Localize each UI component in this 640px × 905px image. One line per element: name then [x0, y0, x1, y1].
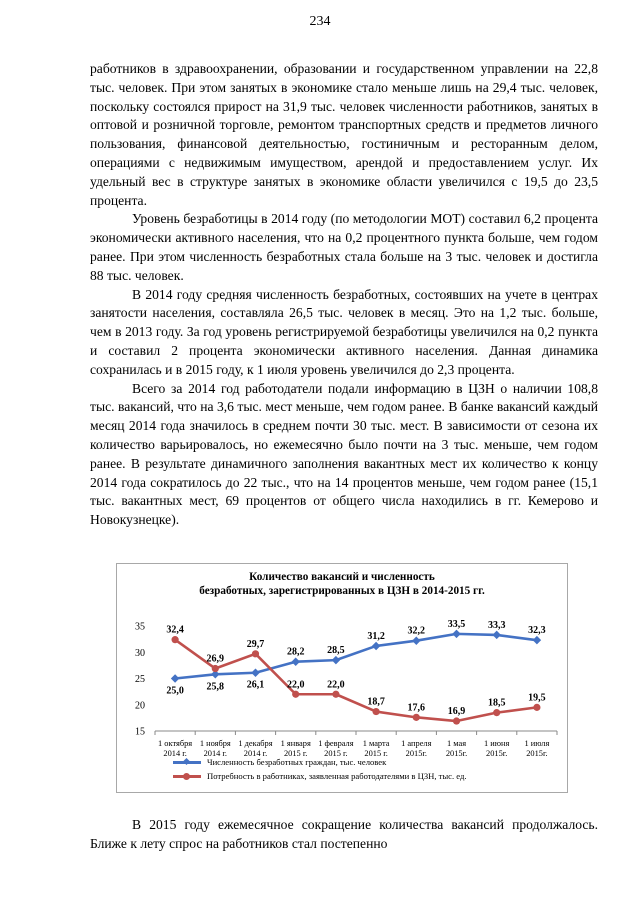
- x-tick-label: 1 мая: [446, 739, 467, 748]
- data-point-circle: [453, 717, 460, 724]
- data-point-diamond: [412, 636, 420, 644]
- data-point-circle: [292, 691, 299, 698]
- paragraph-4: Всего за 2014 год работодатели подали информацию в ЦЗН о наличии 108,8 тыс. вакансий, что на 3,6 тыс. мест меньше, чем годом ранее. В банке вакансий каждый месяц 2014 года значилось в среднем почти 30 тыс. мест. В зависимости от сезона их количество варьировалось, но ежемесячно было почти на 3 тыс. меньше, чем годом ранее. В результате динамичного заполнения вакантных мест их количество к концу 2014 года сократилось до 22 тыс., что на 14 процентов меньше, чем годом ранее (15,1 тыс. вакантных мест, 69 процентов от общего числа находились в гг. Кемерово и Новокузнецке).: [90, 380, 598, 528]
- data-point-circle: [493, 709, 500, 716]
- data-point-diamond: [452, 630, 460, 638]
- legend-swatch-circle-icon: [173, 771, 201, 781]
- y-tick-label: 20: [135, 700, 145, 712]
- data-point-circle: [413, 714, 420, 721]
- chart: [116, 563, 568, 793]
- data-label: 17,6: [407, 702, 426, 714]
- data-label: 25,8: [206, 681, 225, 693]
- x-tick-label: 1 декабря: [238, 739, 273, 748]
- data-label: 25,0: [166, 685, 184, 697]
- data-label: 18,7: [367, 696, 385, 708]
- data-label: 28,2: [286, 646, 305, 658]
- data-point-circle: [252, 650, 259, 657]
- chart-title-line-2: безработных, зарегистрированных в ЦЗН в 2014-2015 гг.: [199, 585, 485, 597]
- page-number: 234: [309, 14, 331, 29]
- data-label: 26,1: [246, 679, 265, 691]
- data-label: 32,2: [407, 625, 426, 637]
- data-point-circle: [373, 708, 380, 715]
- x-tick-label: 2014 г.: [163, 749, 187, 758]
- y-tick-label: 30: [135, 647, 145, 659]
- paragraph-bottom: В 2015 году ежемесячное сокращение количества вакансий продолжалось. Ближе к лету спрос на работников стал постепенно: [90, 817, 598, 851]
- data-label: 18,5: [487, 697, 506, 709]
- x-tick-label: 1 февраля: [318, 739, 354, 748]
- data-label: 19,5: [528, 692, 546, 704]
- y-tick-label: 25: [135, 674, 145, 685]
- chart-legend: [173, 755, 467, 783]
- x-tick-label: 2014 г.: [243, 749, 268, 758]
- y-tick-label: 15: [135, 726, 145, 738]
- data-label: 32,4: [166, 624, 184, 636]
- x-tick-label: 2015 г.: [324, 749, 348, 758]
- data-point-diamond: [291, 657, 299, 665]
- legend-label-vacancies: Потребность в работниках, заявленная работодателями в ЦЗН, тыс. ед.: [207, 771, 467, 781]
- data-label: 16,9: [447, 706, 466, 718]
- data-point-circle: [533, 704, 540, 711]
- paragraph-1: работников в здравоохранении, образовании и государственном управлении на 22,8 тыс. человек. При этом занятых в экономике стало меньше лишь на 29,4 тыс. человек, поскольку состоялся прирост на 31,9 тыс. человек численности работников, занятых в оптовой и розничной торговле, ремонтом транспортных средств и предметов личного пользования, финансовой деятельностью, гостиничным и ресторанным делом, операциями с недвижимым имуществом, арендой и предоставлением услуг. Их удельный вес в структуре занятых в экономике области увеличился с 19,5 до 23,5 процента.: [90, 61, 598, 208]
- paragraph-3: В 2014 году средняя численность безработных, состоявших на учете в центрах занятости населения, составляла 26,5 тыс. человек в месяц. Это на 1,2 тыс. больше, чем в 2013 году. За год уровень регистрируемой безработицы увеличился на 0,2 пункта и составил 2 процента экономически активного населения. Данная динамика сохранилась и в 2015 году, к 1 июля уровень увеличился до 2,3 процента.: [90, 286, 598, 377]
- x-tick-label: 2015г.: [526, 749, 548, 758]
- data-point-circle: [212, 665, 219, 672]
- data-label: 33,5: [447, 618, 466, 630]
- x-tick-label: 1 июня: [484, 739, 510, 748]
- x-tick-label: 2015 г.: [364, 749, 388, 758]
- x-tick-label: 1 марта: [362, 739, 390, 748]
- data-point-diamond: [171, 674, 179, 682]
- body-text: [90, 60, 598, 530]
- chart-title-line-1: Количество вакансий и численность: [249, 571, 435, 583]
- series-line-1: [175, 634, 537, 679]
- data-point-diamond: [533, 636, 541, 644]
- data-label: 33,3: [487, 619, 506, 631]
- x-tick-label: 2015г.: [405, 749, 427, 758]
- data-point-circle: [332, 691, 339, 698]
- data-label: 31,2: [367, 630, 385, 642]
- data-label: 22,0: [327, 679, 345, 691]
- legend-item-vacancies: [173, 769, 467, 783]
- y-tick-label: 35: [135, 621, 145, 633]
- x-tick-label: 1 октября: [158, 739, 193, 748]
- data-label: 22,0: [286, 679, 305, 691]
- x-tick-label: 2015 г.: [283, 749, 308, 758]
- x-tick-label: 1 апреля: [401, 739, 432, 748]
- x-tick-label: 2015г.: [486, 749, 508, 758]
- data-point-circle: [172, 636, 179, 643]
- data-label: 28,5: [327, 645, 345, 657]
- data-point-diamond: [492, 631, 500, 639]
- data-point-diamond: [372, 642, 380, 650]
- legend-swatch-diamond-icon: [173, 757, 201, 767]
- x-tick-label: 1 января: [280, 739, 311, 748]
- x-tick-label: 2015г.: [445, 749, 468, 758]
- x-tick-label: 2014 г.: [203, 749, 228, 758]
- legend-item-unemployed: [173, 755, 467, 769]
- legend-label-unemployed: Численность безработных граждан, тыс. человек: [207, 757, 387, 767]
- data-point-diamond: [251, 668, 259, 676]
- paragraph-2: Уровень безработицы в 2014 году (по методологии МОТ) составил 6,2 процента экономически активного населения, что на 0,2 процентного пункта больше, чем годом ранее. При этом численность безработных стала больше на 3 тыс. человек и достигла 88 тыс. человек.: [90, 211, 598, 283]
- data-label: 32,3: [528, 625, 546, 637]
- x-tick-label: 1 ноября: [199, 739, 231, 748]
- data-label: 26,9: [206, 653, 225, 665]
- x-tick-label: 1 июля: [524, 739, 550, 748]
- bottom-text: [90, 816, 598, 854]
- data-point-diamond: [332, 656, 340, 664]
- data-label: 29,7: [246, 638, 265, 650]
